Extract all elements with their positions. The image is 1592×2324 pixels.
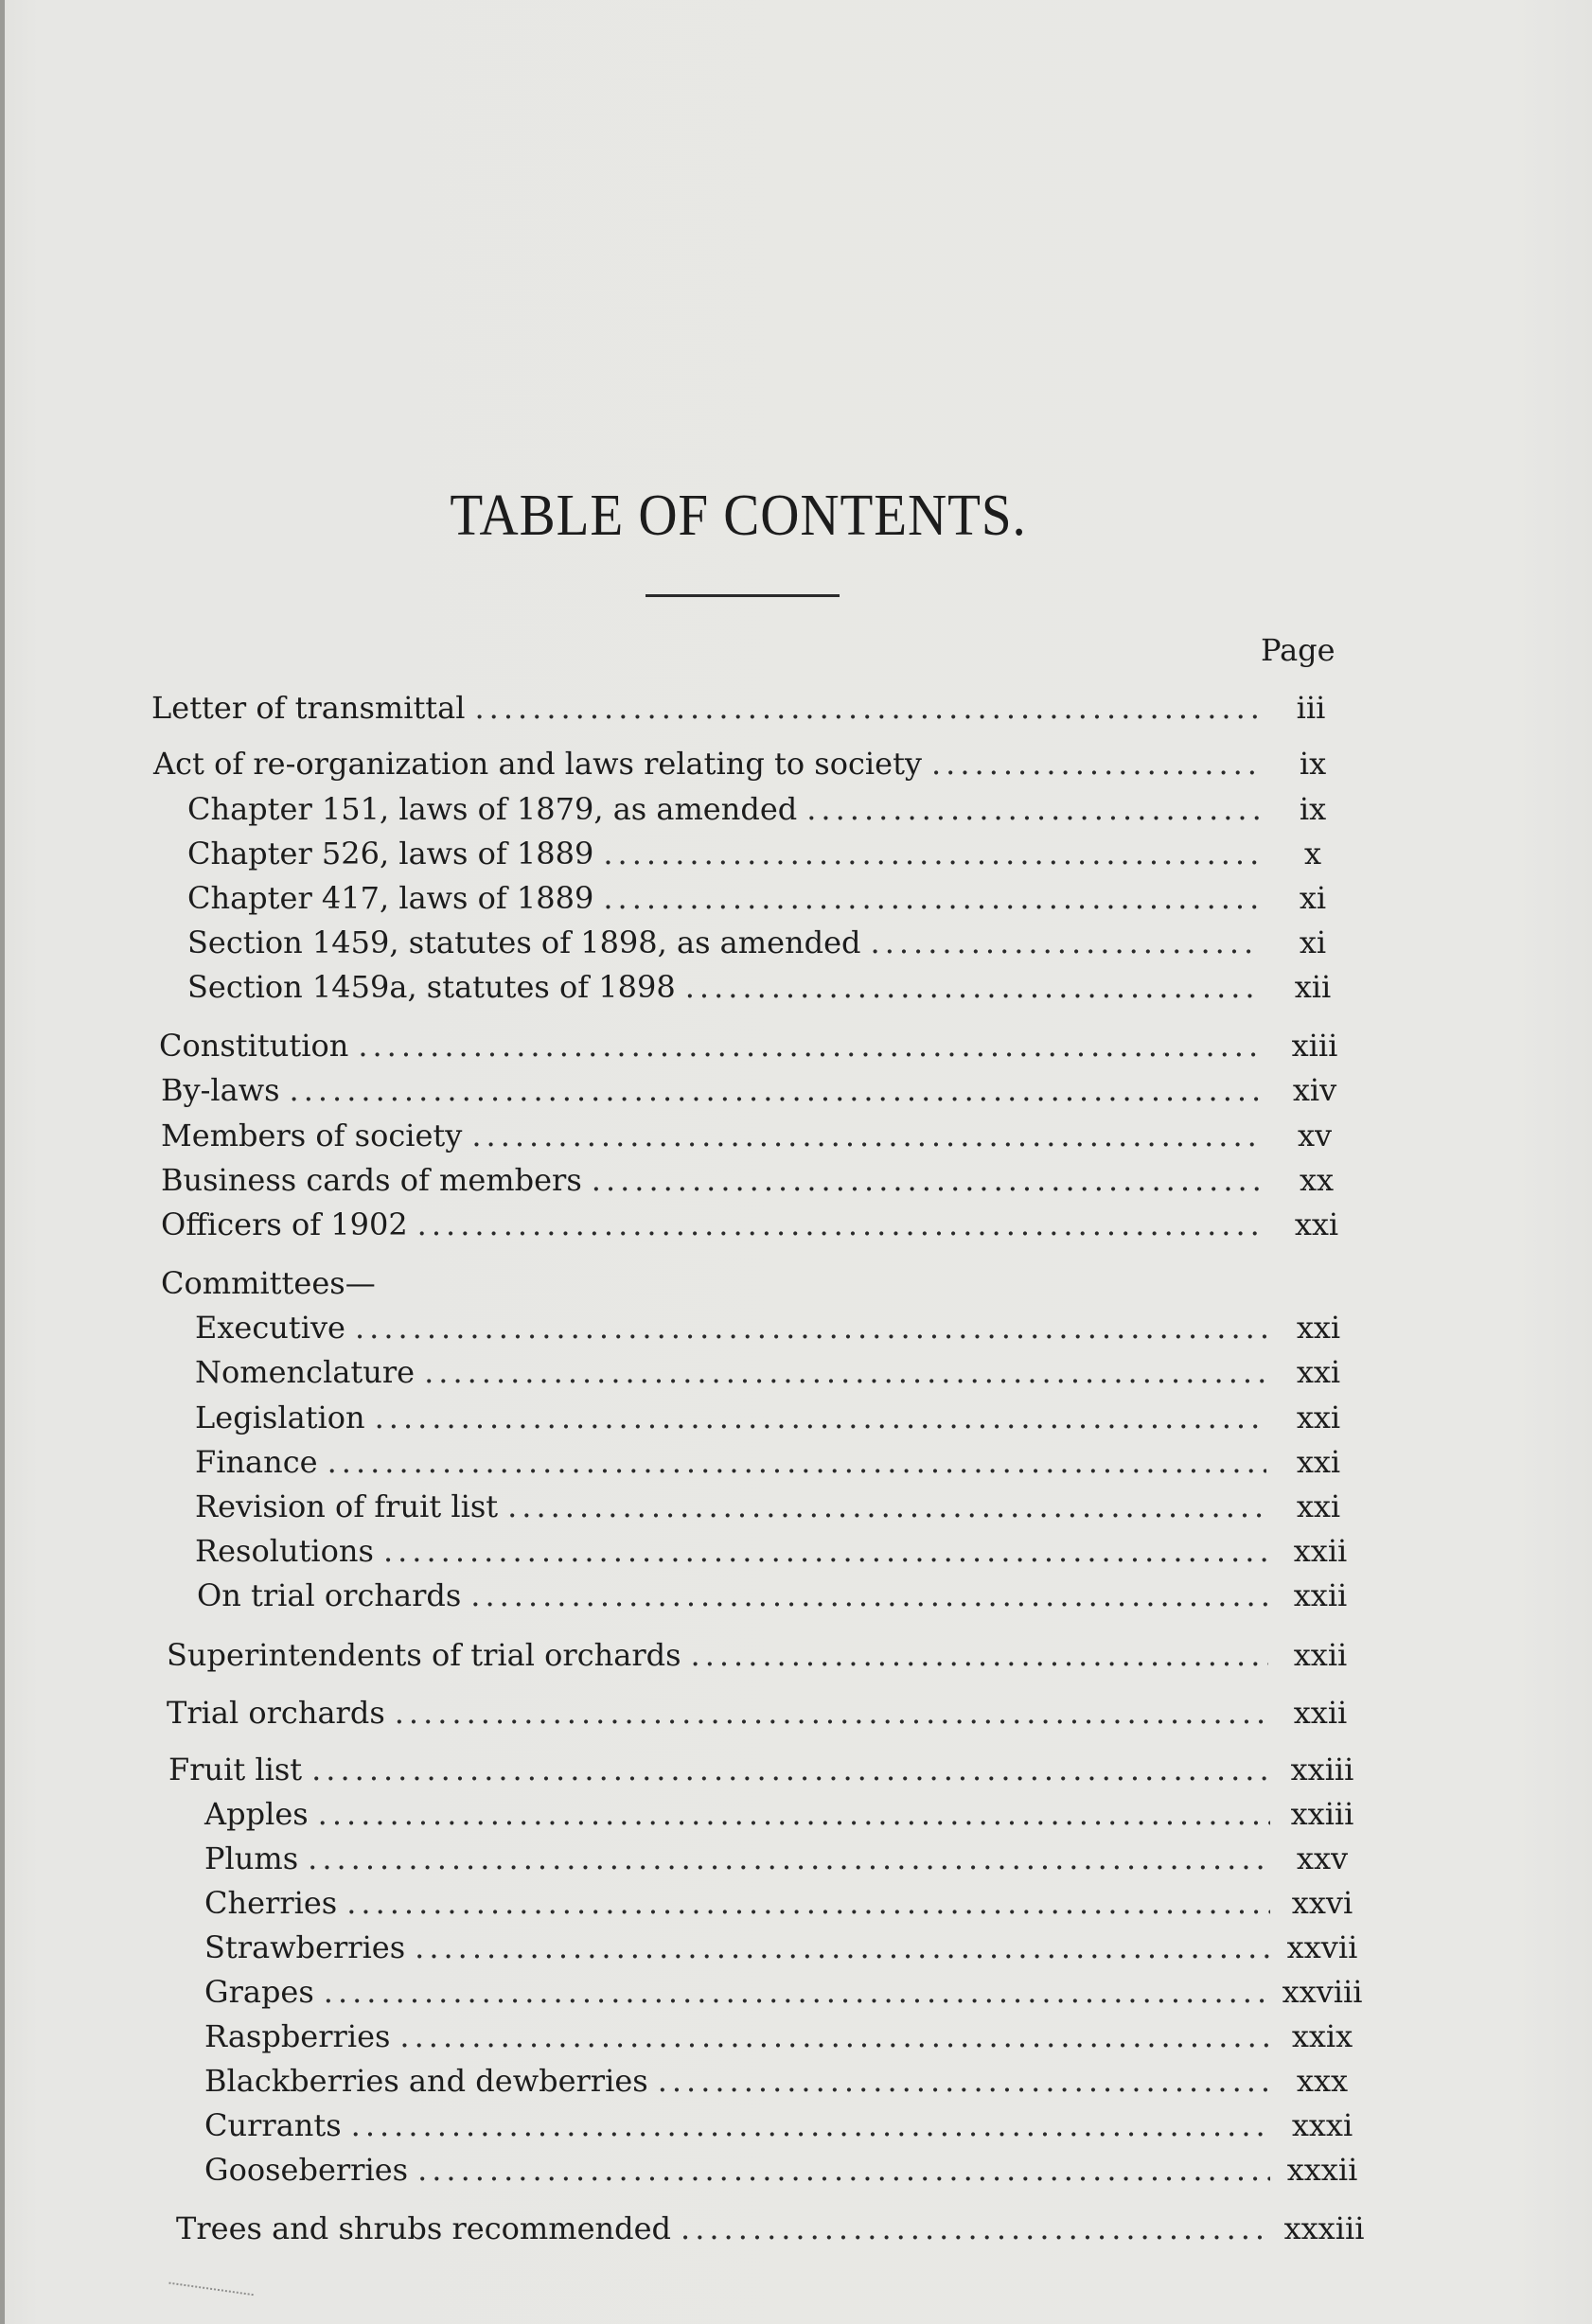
toc-entry-label: Chapter 526, laws of 1889 bbox=[187, 836, 594, 872]
toc-entry-label: Raspberries bbox=[204, 2018, 391, 2054]
title-rule bbox=[646, 594, 840, 597]
toc-entry-page: xxx bbox=[1296, 2063, 1349, 2099]
toc-entry bbox=[161, 1161, 1359, 1199]
toc-entry bbox=[176, 2210, 1367, 2247]
toc-leader bbox=[290, 1071, 1263, 1109]
toc-leader bbox=[658, 2062, 1270, 2100]
toc-entry-label: Constitution bbox=[159, 1028, 349, 1064]
toc-entry-page: xxiii bbox=[1290, 1752, 1354, 1787]
toc-entry bbox=[167, 1636, 1363, 1674]
toc-entry-label: Blackberries and dewberries bbox=[204, 2063, 648, 2099]
toc-leader bbox=[311, 1751, 1270, 1788]
toc-leader bbox=[417, 2151, 1270, 2189]
toc-entry-label: Section 1459a, statutes of 1898 bbox=[187, 969, 676, 1005]
toc-entry-label: Cherries bbox=[204, 1885, 338, 1921]
toc-entry-page: xxvi bbox=[1291, 1885, 1353, 1921]
toc-entry bbox=[159, 1027, 1357, 1065]
toc-entry-label: Currants bbox=[204, 2107, 342, 2143]
toc-entry-label: Grapes bbox=[204, 1974, 314, 2010]
toc-entry bbox=[187, 790, 1355, 828]
page-title: TABLE OF CONTENTS. bbox=[450, 484, 1027, 548]
toc-entry bbox=[195, 1532, 1363, 1570]
toc-entry-page: xxi bbox=[1296, 1354, 1341, 1390]
toc-entry-page: xxxiii bbox=[1283, 2210, 1365, 2246]
toc-entry-label: Chapter 417, laws of 1889 bbox=[187, 880, 594, 916]
toc-entry-page: xxxii bbox=[1286, 2152, 1358, 2188]
toc-entry bbox=[195, 1353, 1361, 1391]
toc-entry bbox=[204, 1973, 1365, 2011]
toc-entry-page: xxii bbox=[1293, 1533, 1348, 1569]
toc-leader bbox=[685, 968, 1261, 1006]
toc-section-heading bbox=[161, 1264, 729, 1302]
toc-entry-label: Chapter 151, laws of 1879, as amended bbox=[187, 791, 798, 827]
toc-entry bbox=[195, 1443, 1361, 1481]
toc-entry-label: Members of society bbox=[161, 1118, 463, 1153]
toc-entry-label: Business cards of members bbox=[161, 1162, 582, 1198]
toc-entry-page: xi bbox=[1299, 880, 1327, 916]
toc-leader bbox=[592, 1161, 1265, 1199]
toc-entry bbox=[204, 2062, 1365, 2100]
toc-entry-page: xv bbox=[1297, 1118, 1333, 1153]
toc-entry bbox=[187, 968, 1355, 1006]
toc-leader bbox=[327, 1443, 1266, 1481]
toc-entry bbox=[153, 745, 1355, 783]
toc-entry-page: xxi bbox=[1296, 1400, 1341, 1435]
toc-entry-label: By-laws bbox=[161, 1072, 280, 1108]
toc-entry-page: xx bbox=[1299, 1162, 1335, 1198]
toc-entry-label: Finance bbox=[195, 1444, 318, 1480]
toc-entry-label: Fruit list bbox=[168, 1752, 303, 1787]
toc-leader bbox=[383, 1532, 1268, 1570]
ink-smudge bbox=[168, 2256, 256, 2296]
toc-leader bbox=[318, 1795, 1270, 1833]
toc-leader bbox=[470, 1576, 1268, 1614]
page-spine-edge bbox=[0, 0, 5, 2324]
toc-leader bbox=[399, 2017, 1270, 2055]
toc-entry-page: xxi bbox=[1296, 1488, 1341, 1524]
toc-leader bbox=[324, 1973, 1270, 2011]
toc-leader bbox=[395, 1694, 1268, 1732]
toc-entry-page: xxi bbox=[1296, 1310, 1341, 1346]
toc-leader bbox=[931, 745, 1261, 783]
toc-entry bbox=[161, 1117, 1357, 1154]
toc-entry-page: xii bbox=[1294, 969, 1332, 1005]
toc-entry bbox=[204, 1884, 1365, 1922]
toc-entry bbox=[151, 689, 1353, 727]
toc-entry bbox=[187, 879, 1355, 917]
toc-entry bbox=[187, 924, 1355, 961]
toc-entry-label: Trees and shrubs recommended bbox=[176, 2210, 672, 2246]
toc-entry-page: xiv bbox=[1292, 1072, 1337, 1108]
toc-leader bbox=[417, 1206, 1265, 1243]
toc-entry-label: Resolutions bbox=[195, 1533, 374, 1569]
toc-entry-page: xxii bbox=[1293, 1577, 1348, 1613]
toc-entry bbox=[167, 1694, 1363, 1732]
toc-leader bbox=[871, 924, 1261, 961]
toc-leader bbox=[415, 1928, 1270, 1966]
toc-entry-label: Nomenclature bbox=[195, 1354, 416, 1390]
toc-leader bbox=[355, 1309, 1266, 1347]
toc-entry-page: xxii bbox=[1293, 1695, 1348, 1731]
page-column-header: Page bbox=[1261, 632, 1336, 668]
toc-entry bbox=[187, 835, 1355, 872]
toc-entry-page: ix bbox=[1299, 746, 1327, 782]
toc-entry-label: Committees— bbox=[161, 1265, 376, 1301]
toc-entry-page: x bbox=[1303, 836, 1322, 872]
toc-entry-label: Apples bbox=[204, 1796, 309, 1832]
toc-entry-label: Superintendents of trial orchards bbox=[167, 1637, 681, 1673]
toc-leader bbox=[681, 2210, 1272, 2247]
toc-entry-page: xi bbox=[1299, 924, 1327, 960]
toc-entry-page: xxi bbox=[1294, 1206, 1339, 1242]
toc-leader bbox=[471, 1117, 1263, 1154]
toc-entry bbox=[204, 2106, 1365, 2144]
toc-entry-label: Section 1459, statutes of 1898, as amended bbox=[187, 924, 861, 960]
toc-entry-label: On trial orchards bbox=[197, 1577, 462, 1613]
toc-entry bbox=[161, 1206, 1359, 1243]
toc-entry-label: Plums bbox=[204, 1840, 299, 1876]
toc-entry-page: xxi bbox=[1296, 1444, 1341, 1480]
toc-entry-label: Officers of 1902 bbox=[161, 1206, 408, 1242]
toc-entry-page: xxix bbox=[1291, 2018, 1353, 2054]
toc-leader bbox=[603, 835, 1261, 872]
toc-entry-page: ix bbox=[1299, 791, 1327, 827]
toc-leader bbox=[806, 790, 1261, 828]
toc-leader bbox=[308, 1840, 1270, 1877]
toc-leader bbox=[375, 1399, 1266, 1436]
toc-leader bbox=[691, 1636, 1268, 1674]
toc-entry bbox=[197, 1576, 1363, 1614]
toc-entry-label: Revision of fruit list bbox=[195, 1488, 499, 1524]
toc-leader bbox=[351, 2106, 1270, 2144]
toc-entry-page: xxxi bbox=[1291, 2107, 1353, 2143]
toc-leader bbox=[603, 879, 1261, 917]
toc-leader bbox=[358, 1027, 1263, 1065]
toc-entry bbox=[195, 1309, 1361, 1347]
toc-entry-label: Trial orchards bbox=[167, 1695, 385, 1731]
toc-entry bbox=[204, 2151, 1365, 2189]
toc-entry bbox=[204, 2017, 1365, 2055]
toc-entry-label: Legislation bbox=[195, 1400, 365, 1435]
toc-entry-page: iii bbox=[1296, 690, 1326, 726]
toc-entry bbox=[168, 1751, 1365, 1788]
toc-entry bbox=[161, 1071, 1357, 1109]
toc-entry-page: xxv bbox=[1296, 1840, 1349, 1876]
toc-leader bbox=[474, 689, 1259, 727]
toc-entry-label: Letter of transmittal bbox=[151, 690, 466, 726]
toc-entry bbox=[195, 1488, 1361, 1525]
toc-entry bbox=[204, 1928, 1365, 1966]
toc-leader bbox=[346, 1884, 1270, 1922]
toc-entry-label: Executive bbox=[195, 1310, 345, 1346]
toc-entry-label: Gooseberries bbox=[204, 2152, 409, 2188]
toc-leader bbox=[507, 1488, 1266, 1525]
toc-entry-page: xxiii bbox=[1290, 1796, 1354, 1832]
toc-entry-page: xxviii bbox=[1282, 1974, 1363, 2010]
toc-entry-label: Strawberries bbox=[204, 1929, 406, 1965]
toc-entry-page: xxvii bbox=[1286, 1929, 1358, 1965]
toc-entry bbox=[195, 1399, 1361, 1436]
toc-entry-label: Act of re-organization and laws relating to society bbox=[153, 746, 922, 782]
toc-leader bbox=[424, 1353, 1266, 1391]
toc-entry-page: xxii bbox=[1293, 1637, 1348, 1673]
toc-entry bbox=[204, 1795, 1365, 1833]
toc-entry-page: xiii bbox=[1291, 1028, 1338, 1064]
toc-entry bbox=[204, 1840, 1365, 1877]
